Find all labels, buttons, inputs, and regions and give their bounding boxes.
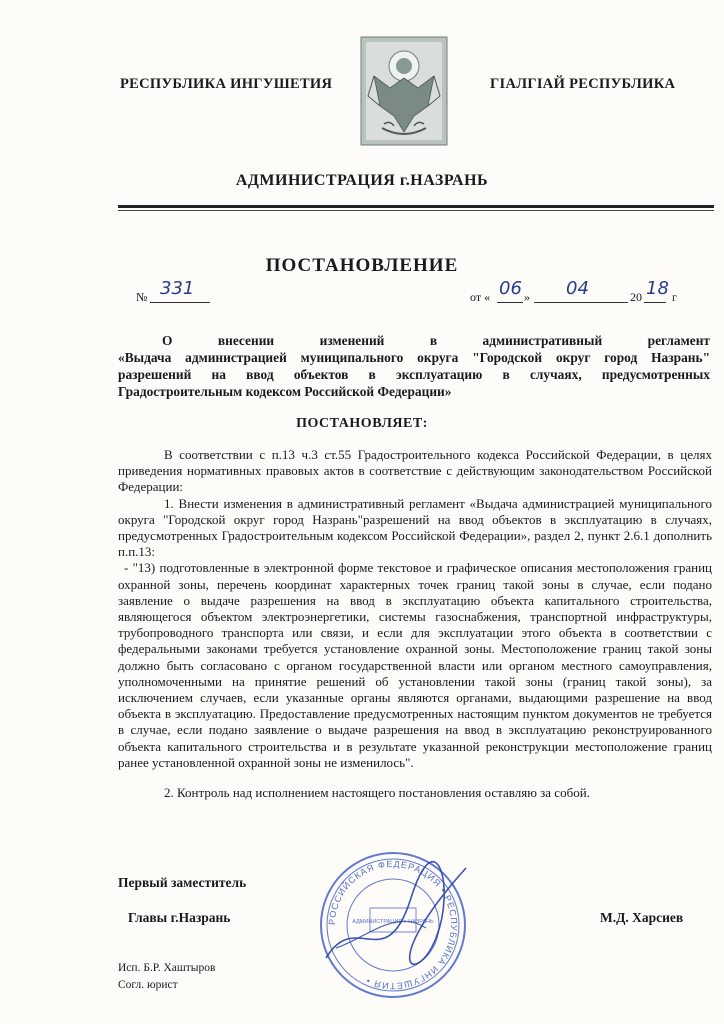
date-year: 18 [646,278,669,299]
official-seal-stamp [316,848,470,1002]
date-year-prefix: 20 [630,290,642,304]
item-1-paragraph: 1. Внести изменения в административный регламент «Выдача администрацией муниципального округа "Городской округ город Назрань"разрешений на ввод объектов в эксплуатацию в случаях, предусмотренных Градостроительным кодексом Российской Федерации», раздел 2, пункт 2.6.1 дополнить п.п.13: [118,495,712,560]
signer-name: М.Д. Харсиев [600,910,684,925]
document-body [118,447,712,801]
signer-position-line-2: Главы г.Назрань [128,910,231,925]
title-line-1: О внесении изменений в административный регламент [162,333,710,348]
executor-note: Исп. Б.Р. Хаштыров [118,962,216,974]
title-line-4: Градостроительным кодексом Российской Федерации» [118,384,452,399]
document-type: ПОСТАНОВЛЕНИЕ [265,255,459,276]
resolves-heading: ПОСТАНОВЛЯЕТ: [296,416,428,431]
coat-of-arms-emblem [360,36,448,146]
date-month: 04 [566,278,589,299]
number-label: № [136,290,148,304]
signer-position-line-1: Первый заместитель [118,875,247,890]
approval-note: Согл. юрист [118,979,178,991]
item-2-paragraph: 2. Контроль над исполнением настоящего постановления оставляю за собой. [164,785,590,801]
header-divider-thick [118,205,714,208]
header-divider-thin [118,210,714,211]
document-number: 331 [160,278,195,299]
date-day: 06 [499,278,522,299]
date-suffix: г [672,290,677,304]
date-day-close: » [524,290,530,304]
stamp-ring-text: РОССИЙСКАЯ ФЕДЕРАЦИЯ • РЕСПУБЛИКА ИНГУШЕТИЯ • [326,858,460,992]
title-line-2: «Выдача администрацией муниципального округа "Городской округ город Назрань" [118,350,710,365]
stamp-inner-text: АДМИНИСТРАЦИЯ г. НАЗРАНЬ [352,919,434,925]
date-prefix: от « [470,290,491,304]
republic-title-ru: РЕСПУБЛИКА ИНГУШЕТИЯ [120,76,333,92]
document-title [118,332,710,400]
administration-name: АДМИНИСТРАЦИЯ г.НАЗРАНЬ [235,172,489,189]
title-line-3: разрешений на ввод объектов в эксплуатацию в случаях, предусмотренных [118,367,710,382]
item-1-subpoint: - "13) подготовленные в электронной форме текстовое и графическое описания местоположения границ охранной зоны, перечень координат характерных точек границ такой зоны в случае, если подано заявление о выдаче разрешения на ввод в эксплуатацию объекта капитального строительства, являющегося объектом электроэнергетики, системы газоснабжения, транспортной инфраструктуры, трубопроводного транспорта или связи, и если для эксплуатации этого объекта в соответствии с федеральными законами требуется установление охранной зоны. Местоположение границ такой зоны должно быть согласовано с органом государственной власти или органом местного самоуправления, уполномоченными на принятие решений об установлении такой зоны (границ такой зоны), за исключением случаев, если указанные органы являются органами, выдающими разрешение на ввод объекта в эксплуатацию. Предоставление предусмотренных настоящим пунктом документов не требуется в случае, если подано заявление о выдаче разрешения на ввод в эксплуатацию реконструированного объекта капитального строительства и в результате указанной реконструкции местоположение границ ранее установленной охранной зоны не изменилось". [118,560,712,770]
republic-title-ing: ГIАЛГIАЙ РЕСПУБЛИКА [490,76,676,92]
intro-paragraph: В соответствии с п.13 ч.3 ст.55 Градостроительного кодекса Российской Федерации, в целях приведения нормативных правовых актов в соответствие с действующим законодательством Российской Федерации: [118,447,712,495]
